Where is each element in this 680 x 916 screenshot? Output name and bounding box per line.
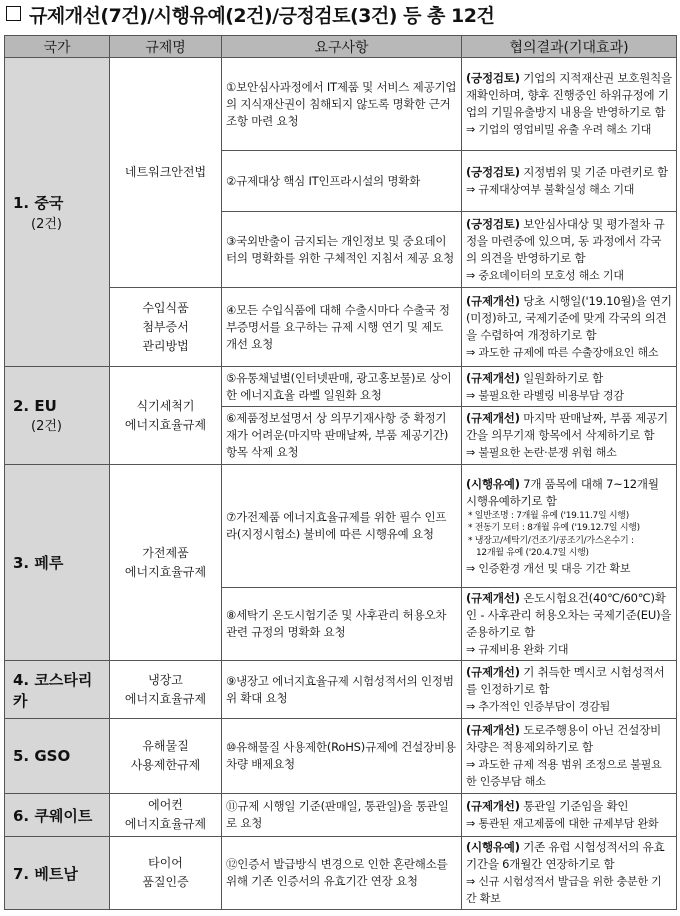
header-country: 국가 — [5, 36, 110, 58]
result-tag: (규제개선) — [466, 799, 520, 813]
request-5: ⑤유통채널별(인터넷판매, 광고홍보물)로 상이한 에너지효율 라벨 일원화 요청 — [222, 367, 462, 407]
rule-line: 냉장고 — [148, 672, 183, 687]
rule-line: 사용제한규제 — [130, 758, 201, 772]
checkbox-square-icon — [6, 6, 21, 21]
result-text: 기 취득한 멕시코 시험성적서를 인정하기로 함 — [466, 665, 665, 696]
country-eu — [5, 367, 110, 465]
rule-line: 에너지효율규제 — [124, 417, 207, 432]
result-effect: ⇒ 인증환경 개선 및 대응 기간 확보 — [466, 561, 631, 575]
result-text: 마지막 판매날짜, 부품 제공기간을 의무기재 항목에서 삭제하기로 함 — [466, 411, 668, 442]
request-10: ⑩유해물질 사용제한(RoHS)규제에 건설장비용 차량 배제요청 — [222, 719, 462, 794]
result-tag: (긍정검토) — [466, 216, 520, 231]
rule-line: 첨부증서 — [142, 319, 189, 334]
result-text: 보안심사대상 및 평가절차 규정을 마련중에 있으며, 동 과정에서 각국의 의견을 반영하기로 함 — [466, 216, 665, 265]
country-name: 4. 코스타리카 — [13, 670, 93, 710]
result-effect: ⇒ 규제대상여부 불확실성 해소 기대 — [466, 183, 635, 196]
result-text: 통관일 기준임을 확인 — [519, 799, 629, 813]
request-7: ⑦가전제품 에너지효율규제를 위한 필수 인프라(지정시험소) 불비에 따른 시행유예 요청 — [222, 465, 462, 588]
country-name: 1. 중국 — [13, 194, 64, 212]
result-11 — [462, 794, 677, 837]
country-china — [5, 58, 110, 367]
result-5 — [462, 367, 677, 407]
rule-eu-energy — [110, 367, 222, 465]
table-row — [5, 661, 677, 719]
result-effect: ⇒ 불필요한 논란·분쟁 위험 해소 — [466, 446, 617, 459]
rule-gso — [110, 719, 222, 794]
result-10 — [462, 719, 677, 794]
rule-line: 품질인증 — [142, 875, 189, 889]
country-costarica — [5, 661, 110, 719]
rule-line: 에너지효율규제 — [124, 691, 207, 706]
table-row — [5, 465, 677, 588]
country-name: 2. EU — [13, 397, 57, 415]
rule-line: 타이어 — [148, 856, 183, 870]
request-6: ⑥제품정보설명서 상 의무기재사항 중 확정기재가 어려운(마지막 판매날짜, 부품 제공기간) 항목 삭제 요청 — [222, 407, 462, 465]
result-effect: ⇒ 과도한 규제에 따른 수출장애요인 해소 — [466, 346, 659, 359]
country-count: (2건) — [31, 419, 62, 434]
rule-kuwait — [110, 794, 222, 837]
page-title — [6, 1, 494, 31]
header-request: 요구사항 — [222, 36, 462, 58]
table-row — [5, 837, 677, 910]
rule-peru-energy — [110, 465, 222, 661]
regulation-table — [4, 35, 677, 910]
country-name: 5. GSO — [13, 747, 71, 765]
result-6 — [462, 407, 677, 465]
result-tag: (규제개선) — [466, 411, 520, 425]
result-text: 기존 유럽 시험성적서의 유효기간을 6개월간 연장하기로 함 — [466, 840, 665, 871]
result-tag: (규제개선) — [466, 591, 520, 605]
result-9 — [462, 661, 677, 719]
request-3: ③국외반출이 금지되는 개인정보 및 중요데이터의 명확화를 위한 구체적인 지침서 제공 요청 — [222, 212, 462, 288]
country-gso — [5, 719, 110, 794]
table-row — [5, 794, 677, 837]
result-2 — [462, 151, 677, 212]
result-effect: ⇒ 통관된 재고제품에 대한 규제부담 완화 — [466, 817, 659, 830]
result-4 — [462, 288, 677, 367]
rule-line: 에어컨 — [148, 798, 183, 812]
country-peru — [5, 465, 110, 661]
rule-line: 에너지효율규제 — [124, 564, 207, 579]
request-2: ②규제대상 핵심 IT인프라시설의 명확화 — [222, 151, 462, 212]
result-effect: ⇒ 불필요한 라벨링 비용부담 경감 — [466, 388, 624, 402]
result-tag: (규제개선) — [466, 723, 520, 737]
result-tag: (규제개선) — [466, 294, 520, 308]
rule-vietnam — [110, 837, 222, 910]
rule-food — [110, 288, 222, 367]
rule-cr-energy — [110, 661, 222, 719]
rule-line: 유해물질 — [142, 739, 189, 753]
rule-line: 가전제품 — [142, 545, 189, 560]
table-row — [5, 367, 677, 407]
result-12 — [462, 837, 677, 910]
result-7 — [462, 465, 677, 588]
result-effect: ⇒ 신규 시험성적서 발급을 위한 충분한 기간 확보 — [466, 875, 662, 905]
result-effect: ⇒ 추가적인 인증부담이 경감됨 — [466, 700, 611, 713]
result-effect: ⇒ 과도한 규제 적용 범위 조정으로 불필요한 인증부담 해소 — [466, 758, 662, 788]
result-note: * 냉장고/세탁기/건조기/공조기/가스온수기 : — [468, 535, 634, 546]
request-8: ⑧세탁기 온도시험기준 및 사후관리 허용오차 관련 규정의 명확화 요청 — [222, 588, 462, 661]
result-note: * 전동기 모터 : 8개월 유예 ('19.12.7일 시행) — [468, 523, 640, 533]
result-text: 기업의 지적재산권 보호원칙을 재확인하며, 향후 진행중인 하위규정에 기업의 기밀유출방지 내용을 반영하기로 함 — [466, 71, 672, 119]
country-vietnam — [5, 837, 110, 910]
rule-network: 네트워크안전법 — [110, 58, 222, 288]
country-name: 7. 베트남 — [13, 864, 78, 883]
request-11: ⑪규제 시행일 기준(판매일, 통관일)을 통관일로 요청 — [222, 794, 462, 837]
result-effect: ⇒ 중요데이터의 모호성 해소 기대 — [466, 268, 624, 282]
result-tag: (규제개선) — [466, 665, 520, 679]
result-note: 12개월 유예 ('20.4.7일 시행) — [476, 548, 589, 558]
rule-line: 관리방법 — [142, 338, 189, 353]
header-result: 협의결과(기대효과) — [462, 36, 677, 58]
result-text: 일원화하기로 함 — [519, 370, 604, 385]
result-tag: (긍정검토) — [466, 165, 520, 179]
result-tag: (긍정검토) — [466, 71, 520, 85]
result-text: 온도시험요건(40℃/60℃)확인 - 사후관리 허용오차는 국제기준(EU)을 준용하기로 함 — [466, 591, 672, 639]
country-name: 6. 쿠웨이트 — [13, 806, 93, 825]
rule-line: 수입식품 — [142, 300, 189, 315]
header-row — [5, 36, 677, 58]
table-row — [5, 719, 677, 794]
result-note: * 일반조명 : 7개월 유예 ('19.11.7일 시행) — [468, 510, 629, 521]
result-text: 7개 품목에 대해 7~12개월 시행유예하기로 함 — [466, 476, 659, 508]
rule-line: 식기세척기 — [136, 398, 195, 413]
result-effect: ⇒ 기업의 영업비밀 유출 우려 해소 기대 — [466, 123, 652, 136]
result-text: 도로주행용이 아닌 건설장비 차량은 적용제외하기로 함 — [466, 723, 662, 754]
result-text: 지정범위 및 기준 마련키로 함 — [519, 165, 668, 179]
result-effect: ⇒ 규제비용 완화 기대 — [466, 643, 569, 656]
title-text: 규제개선(7건)/시행유예(2건)/긍정검토(3건) 등 총 12건 — [29, 5, 495, 27]
request-1: ①보안심사과정에서 IT제품 및 서비스 제공기업의 지식재산권이 침해되지 않도록 명확한 근거조항 마련 요청 — [222, 58, 462, 151]
result-3 — [462, 212, 677, 288]
table-row — [5, 58, 677, 151]
country-count: (2건) — [31, 217, 62, 232]
result-1 — [462, 58, 677, 151]
result-8 — [462, 588, 677, 661]
rule-line: 에너지효율규제 — [124, 817, 207, 831]
result-text: 당초 시행일('19.10월)을 연기(미정)하고, 국제기준에 맞게 각국의 의견을 수렴하여 개정하기로 함 — [466, 294, 672, 342]
result-tag: (규제개선) — [466, 370, 520, 385]
country-kuwait — [5, 794, 110, 837]
request-4: ④모든 수입식품에 대해 수출시마다 수출국 정부증명서를 요구하는 규제 시행 연기 및 제도 개선 요청 — [222, 288, 462, 367]
result-tag: (시행유예) — [466, 840, 520, 854]
result-tag: (시행유예) — [466, 476, 520, 491]
request-12: ⑫인증서 발급방식 변경으로 인한 혼란해소를 위해 기존 인증서의 유효기간 연장 요청 — [222, 837, 462, 910]
country-name: 3. 페루 — [13, 554, 64, 572]
header-rule: 규제명 — [110, 36, 222, 58]
request-9: ⑨냉장고 에너지효율규제 시험성적서의 인정범위 확대 요청 — [222, 661, 462, 719]
